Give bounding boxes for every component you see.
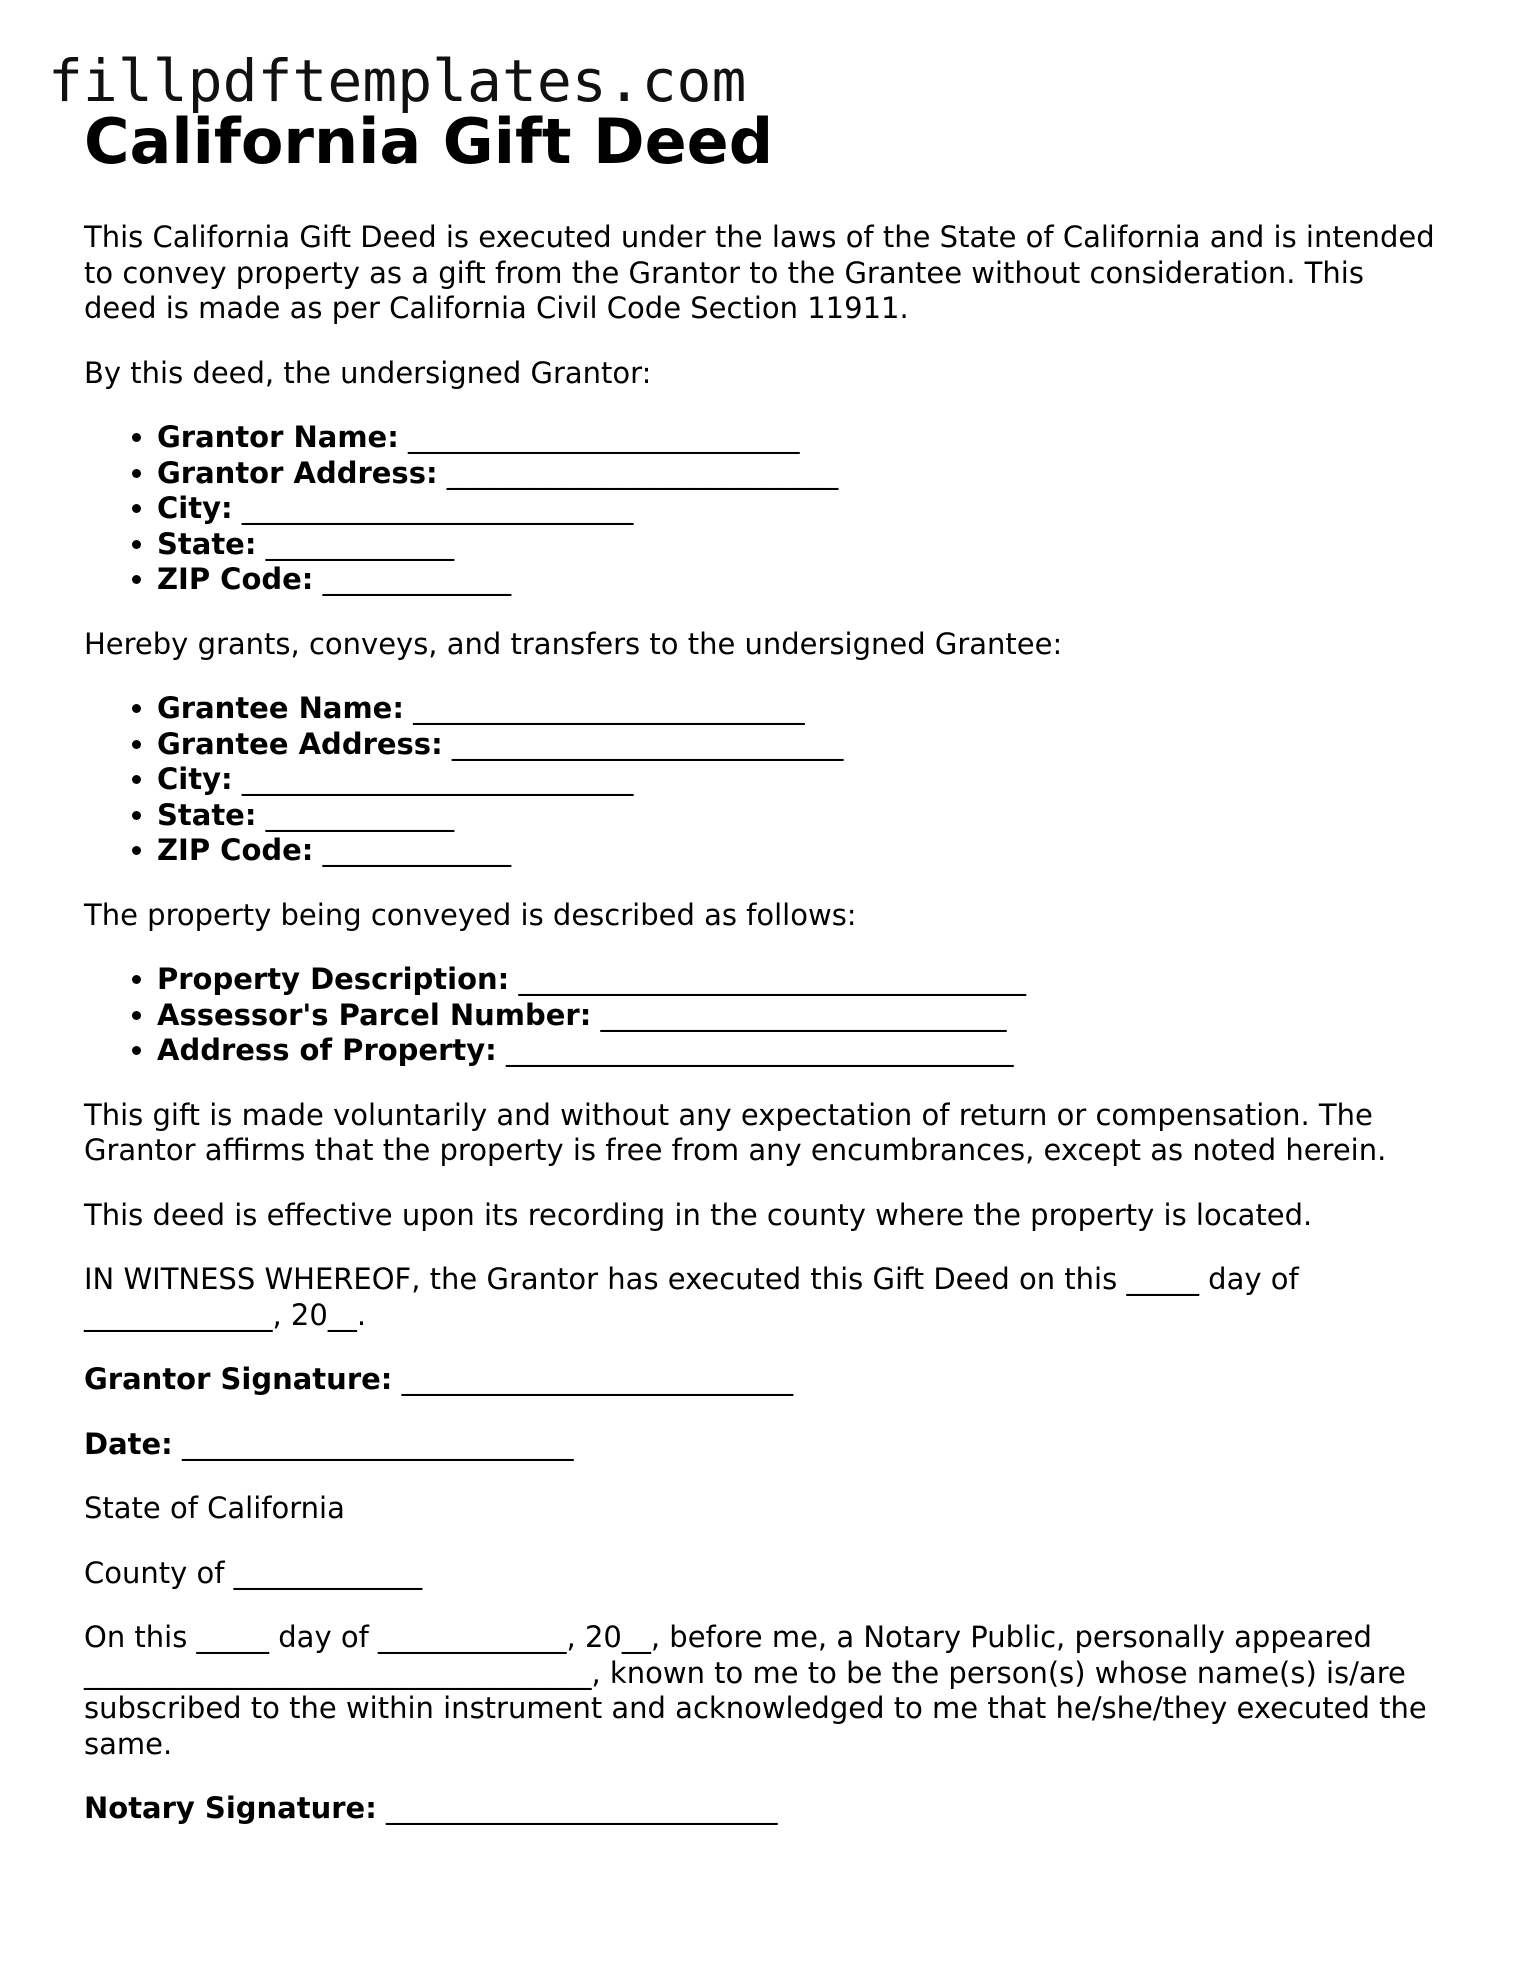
document-page — [84, 104, 1444, 1827]
grantor-lead: By this deed, the undersigned Grantor: — [84, 355, 652, 390]
grantee-address-field[interactable]: • Grantee Address: ___________________________ — [157, 727, 1444, 763]
watermark: fillpdftemplates.com — [48, 47, 747, 115]
grantee-city-field[interactable]: • City: ___________________________ — [157, 762, 1444, 798]
parcel-number-field[interactable]: • Assessor's Parcel Number: ____________________________ — [157, 998, 1444, 1034]
grantor-name-field[interactable]: • Grantor Name: ___________________________ — [157, 420, 1444, 456]
intro-paragraph: This California Gift Deed is executed under the laws of the State of California and is intended to convey property as a gift from the Grantor to the Grantee without consideration. This deed is made as per California Civil Code Section 11911. — [84, 220, 1435, 325]
witness-paragraph[interactable]: IN WITNESS WHEREOF, the Grantor has executed this Gift Deed on this _____ day of _____________, 20__. — [84, 1262, 1299, 1332]
grantee-name-field[interactable]: • Grantee Name: ___________________________ — [157, 691, 1444, 727]
property-address-field[interactable]: • Address of Property: ___________________________________ — [157, 1033, 1444, 1069]
grantor-fields-list — [84, 420, 1444, 598]
grantor-signature-field[interactable]: Grantor Signature: ___________________________ — [84, 1362, 794, 1396]
grantor-address-field[interactable]: • Grantor Address: ___________________________ — [157, 456, 1444, 492]
state-line: State of California — [84, 1491, 345, 1525]
document-title: California Gift Deed — [84, 105, 774, 178]
property-fields-list — [84, 962, 1444, 1069]
notary-signature-field[interactable]: Notary Signature: ___________________________ — [84, 1791, 778, 1825]
grantor-state-field[interactable]: • State: _____________ — [157, 527, 1444, 563]
voluntary-paragraph: This gift is made voluntarily and without any expectation of return or compensation. The Grantor affirms that the property is free from any encumbrances, except as noted herein. — [84, 1097, 1387, 1167]
grantor-zip-field[interactable]: • ZIP Code: _____________ — [157, 562, 1444, 598]
date-field[interactable]: Date: ___________________________ — [84, 1426, 574, 1461]
grantee-state-field[interactable]: • State: _____________ — [157, 798, 1444, 834]
notary-statement[interactable]: On this _____ day of _____________, 20__, before me, a Notary Public, personally appeared ___________________________________, known to me to be the person(s) whose name(s) is/are subscribed to the within instrument and acknowledged to me that he/she/they executed the same. — [84, 1620, 1427, 1761]
property-description-field[interactable]: • Property Description: ___________________________________ — [157, 962, 1444, 998]
grantor-city-field[interactable]: • City: ___________________________ — [157, 491, 1444, 527]
grantee-lead: Hereby grants, conveys, and transfers to the undersigned Grantee: — [84, 626, 1063, 661]
grantee-fields-list — [84, 691, 1444, 869]
property-lead: The property being conveyed is described as follows: — [84, 897, 857, 932]
effective-paragraph: This deed is effective upon its recording in the county where the property is located. — [84, 1197, 1313, 1232]
county-line[interactable]: County of _____________ — [84, 1555, 423, 1590]
grantee-zip-field[interactable]: • ZIP Code: _____________ — [157, 833, 1444, 869]
